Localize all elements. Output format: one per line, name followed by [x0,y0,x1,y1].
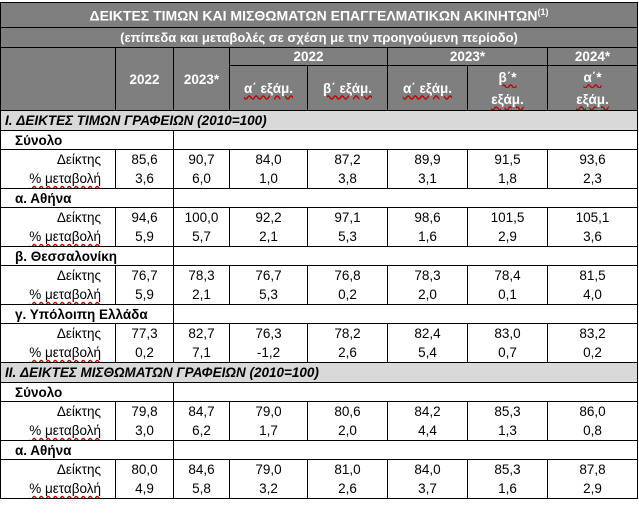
index-label [1,460,116,480]
value-cell: 0,1 [468,285,548,305]
change-label [1,227,116,247]
group-name: α. Αθήνα [1,189,174,208]
value-cell: 5,4 [388,343,468,363]
value-cell: 5,9 [116,285,174,305]
value-cell: 84,0 [388,460,468,480]
value-cell: 83,0 [468,324,548,344]
value-cell: 0,2 [548,343,638,363]
section-title: II. ΔΕΙΚΤΕΣ ΜΙΣΘΩΜΑΤΩΝ ΓΡΑΦΕΙΩΝ (2010=100) [1,363,638,383]
header-2023-sem2-bottom [468,88,548,111]
change-label [1,169,116,189]
row-label-text: % μεταβολή [29,229,101,244]
value-cell: 79,8 [116,402,174,422]
header-2023-sem1 [388,66,468,111]
value-cell: 76,7 [230,266,308,286]
group-header-row [1,441,638,460]
group-header-blank [174,247,638,266]
group-header-row [1,383,638,402]
value-cell: 83,2 [548,324,638,344]
value-cell: 0,2 [308,285,388,305]
change-row [1,479,638,499]
group-name: Σύνολο [1,131,174,150]
row-label-text: Δείκτης [56,268,101,283]
value-cell: -1,2 [230,343,308,363]
value-cell: 84,6 [174,460,230,480]
change-row [1,285,638,305]
header-2024-sem1-top [548,66,638,89]
group-name: γ. Υπόλοιπη Ελλάδα [1,305,174,324]
row-label-text: % μεταβολή [29,423,101,438]
change-label [1,343,116,363]
value-cell: 3,0 [116,421,174,441]
change-label [1,479,116,499]
value-cell: 0,8 [548,421,638,441]
index-label [1,402,116,422]
value-cell: 86,0 [548,402,638,422]
value-cell: 3,7 [388,479,468,499]
value-cell: 78,4 [468,266,548,286]
header-group-2024: 2024* [548,48,638,66]
value-cell: 5,3 [308,227,388,247]
value-cell: 79,0 [230,460,308,480]
change-label [1,421,116,441]
change-row [1,169,638,189]
value-cell: 0,7 [468,343,548,363]
value-cell: 97,1 [308,208,388,228]
value-cell: 5,9 [116,227,174,247]
value-cell: 85,3 [468,402,548,422]
section-title: I. ΔΕΙΚΤΕΣ ΤΙΜΩΝ ΓΡΑΦΕΙΩΝ (2010=100) [1,111,638,131]
change-row [1,421,638,441]
value-cell: 77,3 [116,324,174,344]
header-2022-sem1 [230,66,308,111]
value-cell: 85,3 [468,460,548,480]
change-row [1,227,638,247]
group-header-blank [174,305,638,324]
row-label-text: % μεταβολή [29,345,101,360]
value-cell: 1,0 [230,169,308,189]
value-cell: 100,0 [174,208,230,228]
index-row [1,460,638,480]
group-header-row [1,305,638,324]
value-cell: 87,2 [308,150,388,170]
value-cell: 6,2 [174,421,230,441]
value-cell: 3,6 [548,227,638,247]
header-2023-sem2-word: εξάμ. [491,91,524,107]
value-cell: 2,1 [230,227,308,247]
header-group-2022: 2022 [230,48,388,66]
value-cell: 2,3 [548,169,638,189]
value-cell: 1,8 [468,169,548,189]
header-blank-cell [1,48,116,111]
header-2022-sem2-label: β΄ εξάμ. [322,80,373,96]
index-row [1,266,638,286]
value-cell: 1,3 [468,421,548,441]
value-cell: 78,2 [308,324,388,344]
value-cell: 87,8 [548,460,638,480]
value-cell: 90,7 [174,150,230,170]
value-cell: 3,2 [230,479,308,499]
value-cell: 1,7 [230,421,308,441]
header-2023-sem1-label: α΄ εξάμ. [402,80,453,96]
index-label [1,208,116,228]
index-row [1,150,638,170]
value-cell: 80,6 [308,402,388,422]
value-cell: 80,0 [116,460,174,480]
value-cell: 84,7 [174,402,230,422]
group-header-blank [174,441,638,460]
value-cell: 1,6 [468,479,548,499]
value-cell: 4,0 [548,285,638,305]
group-header-row [1,247,638,266]
commercial-property-indices-table [0,2,638,499]
row-label-text: Δείκτης [56,152,101,167]
table-subtitle: (επίπεδα και μεταβολές σε σχέση με την προηγούμενη περίοδο) [1,28,638,48]
value-cell: 4,9 [116,479,174,499]
title-footnote-marker: (1) [537,6,549,17]
value-cell: 84,0 [230,150,308,170]
value-cell: 94,6 [116,208,174,228]
index-row [1,208,638,228]
value-cell: 2,0 [388,285,468,305]
row-label-text: Δείκτης [56,404,101,419]
header-2024-sem1-bottom [548,88,638,111]
row-label-text: % μεταβολή [29,287,101,302]
row-label-text: Δείκτης [56,462,101,477]
index-label [1,266,116,286]
value-cell: 4,4 [388,421,468,441]
value-cell: 79,0 [230,402,308,422]
value-cell: 81,0 [308,460,388,480]
row-label-text: Δείκτης [56,326,101,341]
header-group-2023: 2023* [388,48,548,66]
header-2022-sem1-label: α΄ εξάμ. [243,80,294,96]
value-cell: 2,0 [308,421,388,441]
value-cell: 78,3 [174,266,230,286]
value-cell: 2,6 [308,343,388,363]
header-2024-sem1-star: α΄* [583,69,602,85]
value-cell: 3,1 [388,169,468,189]
value-cell: 5,3 [230,285,308,305]
value-cell: 5,8 [174,479,230,499]
row-label-text: % μεταβολή [29,481,101,496]
index-row [1,402,638,422]
table-title-text: ΔΕΙΚΤΕΣ ΤΙΜΩΝ ΚΑΙ ΜΙΣΘΩΜΑΤΩΝ ΕΠΑΓΓΕΛΜΑΤΙΚΩΝ ΑΚΙΝΗΤΩΝ [89,7,538,24]
value-cell: 1,6 [388,227,468,247]
value-cell: 91,5 [468,150,548,170]
group-header-row [1,189,638,208]
section-header-row [1,111,638,131]
value-cell: 92,2 [230,208,308,228]
value-cell: 76,3 [230,324,308,344]
value-cell: 0,2 [116,343,174,363]
group-header-blank [174,383,638,402]
value-cell: 98,6 [388,208,468,228]
change-row [1,343,638,363]
value-cell: 89,9 [388,150,468,170]
index-label [1,150,116,170]
row-label-text: % μεταβολή [29,171,101,186]
value-cell: 2,9 [468,227,548,247]
value-cell: 78,3 [388,266,468,286]
change-label [1,285,116,305]
group-name: Σύνολο [1,383,174,402]
value-cell: 82,7 [174,324,230,344]
value-cell: 93,6 [548,150,638,170]
value-cell: 6,0 [174,169,230,189]
index-row [1,324,638,344]
value-cell: 105,1 [548,208,638,228]
value-cell: 76,8 [308,266,388,286]
group-header-blank [174,131,638,150]
value-cell: 101,5 [468,208,548,228]
value-cell: 2,1 [174,285,230,305]
value-cell: 7,1 [174,343,230,363]
value-cell: 84,2 [388,402,468,422]
header-2024-sem1-word: εξάμ. [576,91,609,107]
value-cell: 2,9 [548,479,638,499]
header-2022-sem2 [308,66,388,111]
header-year-2022: 2022 [116,48,174,111]
section-header-row [1,363,638,383]
row-label-text: Δείκτης [56,210,101,225]
group-name: β. Θεσσαλονίκη [1,247,174,266]
group-name: α. Αθήνα [1,441,174,460]
value-cell: 76,7 [116,266,174,286]
value-cell: 5,7 [174,227,230,247]
index-label [1,324,116,344]
header-year-2023: 2023* [174,48,230,111]
value-cell: 3,6 [116,169,174,189]
group-header-blank [174,189,638,208]
value-cell: 3,8 [308,169,388,189]
header-2023-sem2-top [468,66,548,89]
value-cell: 82,4 [388,324,468,344]
value-cell: 2,6 [308,479,388,499]
value-cell: 81,5 [548,266,638,286]
group-header-row [1,131,638,150]
table-title [1,3,638,28]
header-2023-sem2-star: β΄* [498,69,517,85]
value-cell: 85,6 [116,150,174,170]
